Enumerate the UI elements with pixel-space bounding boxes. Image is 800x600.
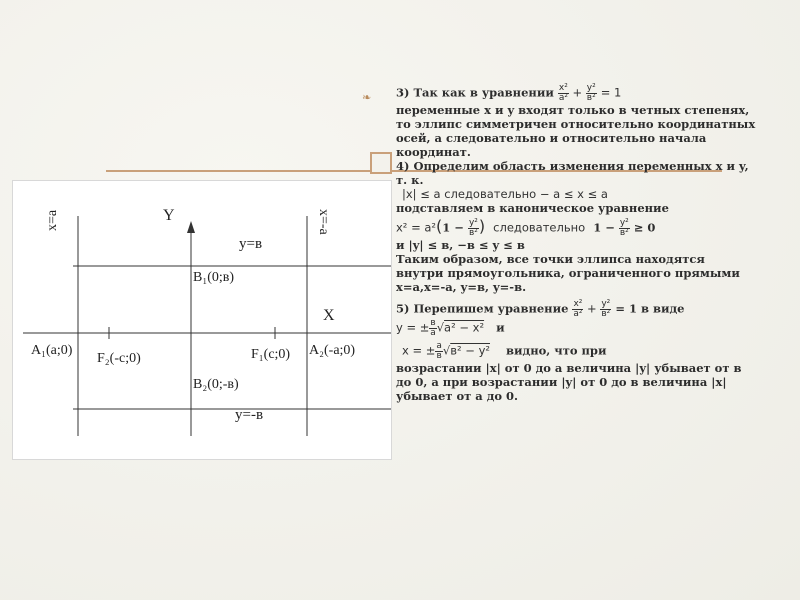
paragraph-5-x-eq: x = ± $\frac{a}{в}$ √в² − y² видно, что при: [402, 341, 607, 361]
x-eq: x = ±: [402, 343, 436, 358]
label-point-b1: B₁(0;в): [193, 270, 235, 285]
p3-eq: = 1: [600, 85, 622, 100]
ellipse-rectangle-figure: [12, 180, 392, 460]
frac-b-a: $\frac{в}{a}$: [430, 318, 436, 338]
paragraph-5-conclusion: возрастании |x| от 0 до a величина |y| убывает от в до 0, а при возрастании |y| от 0 до в величина |x| убывает от a до 0.: [396, 361, 742, 403]
eq-left: x² = a²: [396, 220, 437, 235]
paragraph-3: 3) Так как в уравнении $\frac{\text{x²}}{\text{a²}}$ + $\frac{\text{y²}}{\text{в²}}$ = 1: [396, 83, 622, 103]
text-column: [396, 84, 756, 403]
paragraph-4-line3: и |y| ≤ в, −в ≤ y ≤ в: [396, 238, 525, 252]
p3-intro: 3) Так как в уравнении: [396, 85, 554, 100]
paragraph-4-conclusion: Таким образом, все точки эллипса находятся внутри прямоугольника, ограниченного прямыми x=a,x=-a, y=в, y=-в.: [396, 252, 740, 294]
eq-mid: следовательно: [493, 220, 586, 235]
x-sqrt: в² − y²: [450, 343, 490, 358]
p5-intro-end: = 1 в виде: [615, 301, 685, 316]
frac-x2-a2-2: $\frac{\text{x²}}{\text{a²}}$: [573, 299, 583, 319]
label-point-b2: B₂(0;-в): [193, 377, 239, 392]
paragraph-5-y-eq: y = ± $\frac{в}{a}$ √a² − x² и: [396, 318, 505, 338]
label-point-a2: A₂(-a;0): [309, 343, 356, 358]
paragraph-5-title: 5) Перепишем уравнение $\frac{\text{x²}}{\text{a²}}$ + $\frac{\text{y²}}{\text{в²}}$ = 1 в виде: [396, 299, 685, 319]
paragraph-4-line2: подставляем в каноническое уравнение: [396, 201, 669, 215]
y-eq: y = ±: [396, 320, 430, 335]
eq-right: ≥ 0: [633, 220, 656, 235]
label-point-a1: A₁(a;0): [31, 343, 73, 358]
label-x-neg-a: x=-a: [316, 209, 331, 235]
frac-y2-b2-3: $\frac{\text{y²}}{\text{в²}}$: [619, 218, 629, 238]
paragraph-4-equation: x² = a²(1 − $\frac{\text{y²}}{\text{в²}}$ ) следовательно 1 − $\frac{\text{y²}}{\text{в²}}$ ≥ 0: [396, 216, 656, 238]
paragraph-4-condition: |x| ≤ a следовательно − a ≤ x ≤ a: [402, 187, 608, 201]
frac-y2-b2-2: $\frac{\text{y²}}{\text{в²}}$: [468, 218, 478, 238]
decorative-square: [370, 152, 392, 174]
y-axis-arrow: [187, 221, 195, 233]
paragraph-4-title: 4) Определим область изменения переменных x и y, т. к.: [396, 159, 749, 187]
frac-a-b: $\frac{a}{в}$: [436, 341, 442, 361]
label-x-a: x=a: [45, 209, 60, 231]
paragraph-3-body: переменные x и y входят только в четных степенях, то эллипс симметричен относительно координатных осей, а следовательно и относительно начала координат.: [396, 103, 756, 159]
frac-y2-b2: $\frac{\text{y²}}{\text{в²}}$: [586, 83, 596, 103]
p5-intro: 5) Перепишем уравнение: [396, 301, 569, 316]
label-y-b: y=в: [239, 236, 263, 252]
frac-y2-b2-4: $\frac{\text{y²}}{\text{в²}}$: [601, 299, 611, 319]
bullet-icon: ❧: [362, 91, 372, 104]
y-axis-label: Y: [163, 207, 175, 224]
label-point-f2: F₂(-c;0): [97, 351, 141, 366]
x-axis-label: X: [323, 307, 335, 324]
y-sqrt: a² − x²: [444, 320, 485, 335]
see-text: видно, что при: [506, 343, 607, 358]
label-point-f1: F₁(c;0): [251, 347, 291, 362]
and-word: и: [496, 320, 505, 335]
label-y-neg-b: y=-в: [235, 407, 264, 423]
frac-x2-a2: $\frac{\text{x²}}{\text{a²}}$: [558, 83, 568, 103]
